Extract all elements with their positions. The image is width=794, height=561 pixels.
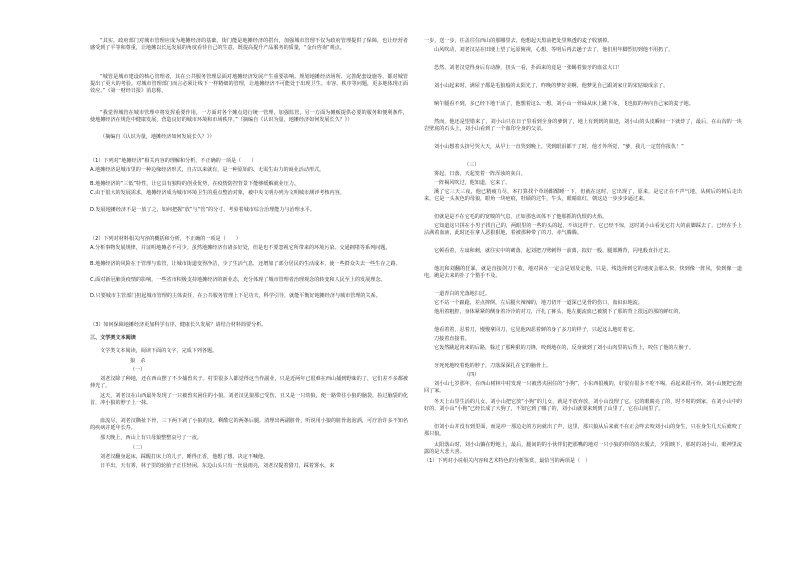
part-label: （四） xyxy=(464,372,480,378)
paragraph: 他沉和刘翻的狂暴，就是直接剑刀下收，地对回在一定会是划及定他，只是，线选择到它的速度会那么快，快到像一阵风，快到像一道电，跑是去来的扑了个猎手不及。 xyxy=(424,266,742,280)
source-note: （摘编自《认识为量，地摊经济如何发展长久？》） xyxy=(100,134,215,140)
option: A.地摊经济是城市里的一种边缘经济形式，自古以来就有，是一种原始的、无需生由力的商业活动形式。 xyxy=(90,167,325,173)
paragraph: 它知道这只拼在小男子找自己的，两眼里的一些的头的起，不该这样子，它已经不惊，这时刘小山看见它打大的前脚踩去了，已经在手上沾满着血液，此时还在拿人恶狠狠地，着被那种带了的刀，赤气腾腾。 xyxy=(424,223,742,237)
option: A.分析事物发展规律，并证明地摊必不可少。虽然地摊经济有诸多好处，但是也不要忽视它所带来的环境污染、交通拥堵等系列问题。 xyxy=(90,245,391,251)
story-title: 狼 杀 xyxy=(130,358,146,364)
paragraph: 牙死死地咬着他的脖子，刀落深深扎在它的脑骨上。 xyxy=(434,363,552,369)
paragraph: “其实，政府部门对城市管理应成为地摊经济的基础，街门能是地摊经济的搭台，加强城市管理不仅为政府管理提供了保障，也让经营者感受到了平等和尊重，让地摊以长远发展的角度看待自己的生意，既提高提升产品服务的质量，“金台咨询”观点。 xyxy=(90,38,408,52)
option: D.只要城市主管部门担起城市管理的主体责任，在公共服务管理上下足功夫，科学引导，就能平衡好地摊经济与城市管理的关系。 xyxy=(90,293,381,299)
paragraph: 刘老汉翻身起床，踩醒打床上的儿子，睡得正香，他想了想，决定不喊他。 xyxy=(100,454,269,460)
section-heading: 三、文学类文本阅读 xyxy=(90,335,136,341)
paragraph: 溪了它三天三夜，他已精疲力尽，本打算找个草场酣酣睡一下，但就在这时，它出现了，原来，是它正在不声气地，从树后的树后走出来，它是一头灰色的母狼，眼角一块疤痕，牡硕的过牛，牛头，眼睛血红，朝这边一步步步逼过来。 xyxy=(424,189,742,203)
part-label: （三） xyxy=(464,162,480,168)
option: B.地摊经济的风险在于管理与监管，让城市街道变得净洁，少了生活气息，还增加了部分居民的生活成本，使一些群众失去一些生存之路。 xyxy=(90,261,401,267)
paragraph: 冬天上山里生活的儿女，刘小山把它放“小狗”的儿女，就是不放弃放，刘小山没理了它，它的眼睛亮了的，时不时的到家，在刘小山中的好的，刘小山“小狗”已经长成了大狗了，不知它到了哪了的，刘小山就要来到到了山里了，它在山间里了。 xyxy=(424,399,742,413)
question-3: （3）如何保障地摊经济更加科学有序、健康长久发展？请结合材料简要分析。 xyxy=(90,322,267,328)
part-label: （一） xyxy=(130,367,146,373)
paragraph: 那天晚上，西山上有只母狼整整哀号了一夜。 xyxy=(100,435,202,441)
paragraph: 一阵褐风吹过，他知道，它来了。 xyxy=(434,180,511,186)
paragraph: 雾起，日落，天起笼着一阵浑浊的灰白。 xyxy=(434,171,526,177)
paragraph: 晌午腿看不到，多已经下地干活了，他想着这么一想，刘小山一骨碌从床上跳下床，飞也似的奔向自己家的麦子地。 xyxy=(434,101,694,107)
paragraph: 一步，送一步，往盖往住西山的那哪里去，他想起天黑前把处里熟透的麦子收割掉。 xyxy=(424,38,613,44)
option: C.由于很大的发展需求，地摊经济成为城市环境卫生的重点整治对象，被中央文明办列为文明城市测评考核内容。 xyxy=(90,190,345,196)
paragraph: 太阳落山时，刘小山躺在野地上，最后，腿间的的小伙伴们把那嘴的地对一只小狼的样的的衣服去，夕阳映下，那时的刘小山，眼神里流露的是大悲大喜。 xyxy=(424,442,742,456)
option: C.面对新冠肺炎疫情的影响，一些省市积极支持地摊经济的新业态，充分体现了城市管理者治理观念的转变和人民至上的发展理念。 xyxy=(90,277,386,283)
paragraph: 一道青白的光落地扫过。 xyxy=(434,291,491,297)
option: B.地摊经济的“三低”特性，让它具有独特的创业优势，在疫情防控背景下能够缓解就业压力。 xyxy=(90,181,300,187)
paragraph: 他看着着，忍着刀，慢慢拿回刀，它见他凶恶着鲜的身了多刀的样子，只起这么地盯着它。 xyxy=(434,327,638,333)
paragraph: 他用着粗腔，身体紧紧的侧身着冷冷的对刀，汗扎了裤头，他左腿流血已被割下了那的背上很远的那的鲜红的， xyxy=(434,309,684,315)
paragraph: 刘老汉除了种地，还在西山摆了不少捕兽夹子。村里很多人都觉得这当作副业，只是近两年已很难在西山捕到野味的了，它们差不多都被伸光了。 xyxy=(90,376,408,390)
paragraph: 但刘小山并没有到里面，而是冲一那边走的方向就出了声，这里，那只狼从后来就不在正会咋去咬刘小山的身生，只在身生几天后就咬了那只狼。 xyxy=(424,424,742,438)
paragraph: 山风吹动，刘老汉站在田埂上望了远原俯视，心想，等明后再去趟子去了，他们用年脚烈切到他不用扔了。 xyxy=(434,47,674,53)
paragraph: 刘小山起来时，满屋子都是毛狼般的太阳光了，昨晚的梦好美啊，他梦见自己跟刘家庄的宋姑娘成亲了。 xyxy=(434,83,669,89)
paragraph: 然而，他还是望错来了，刘小山只在日子里看到全身的爹倒了，地上有到到的血迹，刘小山的头皮瞬间一下就炸了，最后，在山沟的一块岩壁底的石头上，刘小山看到了一个血印全身的父亲。 xyxy=(424,119,742,133)
paragraph: 刘小山想着头挤号哭大天，从早上一直哭到晚上，哭到眼泪都干了时，他才外所觉，“爹，我儿一定替你报仇！” xyxy=(434,144,684,150)
option: D.发展地摊经济不是一放了之，如何把握“放”与“管”的分寸，考验着城市综合治理能力与治理水平。 xyxy=(90,207,315,213)
paragraph: 它顿看着，左扇和刺，就往实中的刺落，起刘把刀劈刺得一前离，拟好一般，腿部膊背，闪电般直扑过去。 xyxy=(434,248,674,254)
paragraph: 这天，刘老汉在山西最外发现了一只被兽夹困住的小狼。刘老汉见狼那已受伤，且又是一只幼狼，便一路带往小狼的脑袋，捡过脑袋的化首，冲小狼的脖子上一抹。 xyxy=(90,393,408,407)
paragraph: 它不站一个踉跄，差点摔倒，左后腿火辣辣的，地刀切开一道深已见骨的伤口，血汩汩地流。 xyxy=(434,300,643,306)
question: （1）下列对小说相关内容和艺术特色的分析鉴赏，最恰当的两项是（ ） xyxy=(424,458,591,464)
paragraph: “我觉得城管在城市管理中将发挥重要作用，一方面对各个摊点进行统一管理，加强监管，另一方面为摊贩提供必要的服务和便利条件，使地摊经济在规范中健康发展，营造良好的城市环境和市场秩序。”（摘编自《认识为量，地摊经济如何发展长久？》） xyxy=(90,110,408,124)
question-2: （2）下列对材料相关内容的概括和分析，不正确的一项是（ ） xyxy=(90,236,241,242)
paragraph: 血流尽，刘老汉撕扯下骨，三下两下剥了小狼的皮，剩酷它的两条后腿，清理出两副脏骨，听说用小狼的脏骨泡泡酒，可疗治许多不知名的疾病并延年长寿。 xyxy=(90,418,408,432)
paragraph: 但就是是不在它毛的的宽嗅的气息，正如那也该体不了他那抓的仇恨的火焰。 xyxy=(434,214,608,220)
paragraph: 它轰然跳起肉来的后路，躲过了那种狠的刀锋，咬到地在的，反身就到了刘小山肉里的后背上，咬住了他的左膀子。 xyxy=(434,345,694,351)
instructions: 文学类文本阅读，阅读下面的文字，完成下列各题。 xyxy=(100,348,218,354)
paragraph: 刘小山七岁那年，在西山树林中村发现一只被兽夹困住的“小狗”，小东西很瘦的，好很有很多不吃不喝，看起来很可怜，刘小山便把它抱回了家。 xyxy=(424,381,742,395)
part-label: （二） xyxy=(130,445,146,451)
paragraph: 刀接着直接着。 xyxy=(434,336,470,342)
paragraph: 日羊出，天有雾，林子里的轮胎子正往轻闲。东边山头只有一丝晨雨亮，刘老汉提着猎刀，踩着雾水，来 xyxy=(100,463,335,469)
paragraph: 恐然，刘老汉觉得身后有动静，扭头一看，扑面来的竟是一张蝎着狼牙的血盆大口！ xyxy=(434,65,623,71)
paragraph: “城管是城市建设的核心管理者，其在公共服务管理层面对地摊经济发展产生重要影响。规划地摊经济场所、完善配套设施等，都对城管提出了更大的考验。对城市管理部门而言必须让线下一样精细的管理，让地摊经济不可能处于出现卫生、市容、秩序等问题，更多地体现正面效应。”《第一财经日报》消息称。 xyxy=(90,74,408,95)
question-1: （1）下列对“地摊经济”相关内容的理解和分析，不正确的一项是（ ） xyxy=(90,158,257,164)
